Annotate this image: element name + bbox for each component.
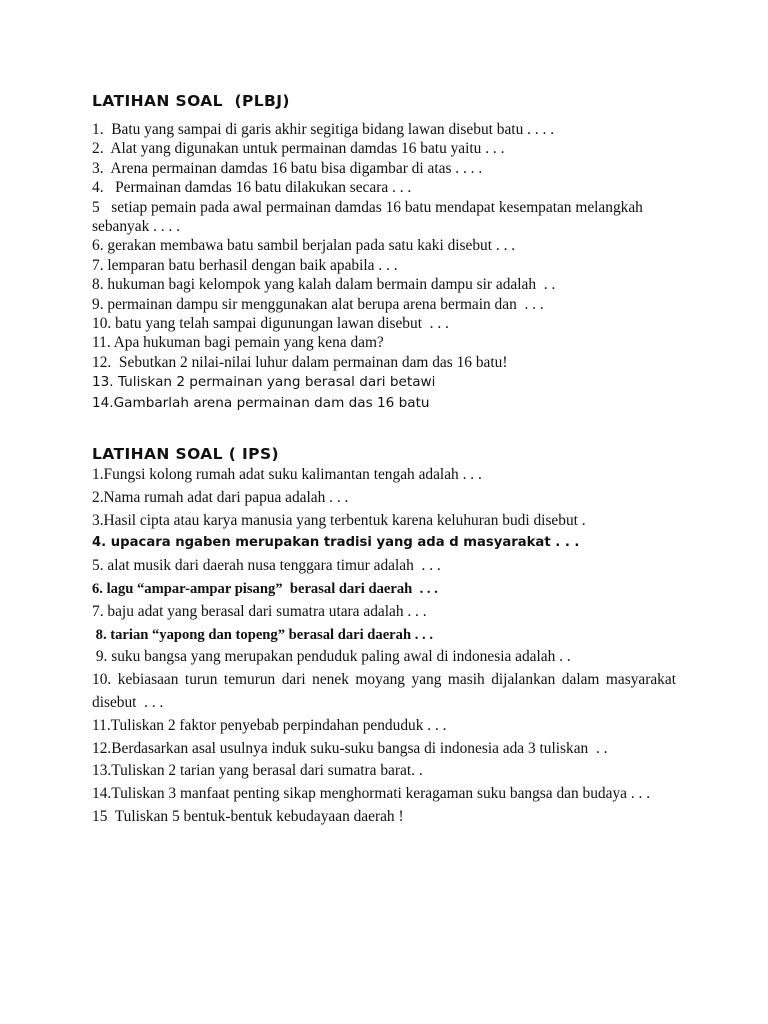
plbj-question-5: 5 setiap pemain pada awal permainan damdas 16 batu mendapat kesempatan melangkah sebanyak . . . .: [92, 198, 647, 236]
ips-question-10: 10. kebiasaan turun temurun dari nenek moyang yang masih dijalankan dalam masyarakat disebut . . .: [92, 671, 680, 711]
ips-heading: LATIHAN SOAL ( IPS): [92, 445, 279, 463]
plbj-question-1: 1. Batu yang sampai di garis akhir segitiga bidang lawan disebut batu . . . .: [92, 121, 555, 138]
plbj-question-list: [92, 120, 676, 413]
ips-question-2: 2.Nama rumah adat dari papua adalah . . .: [92, 488, 349, 506]
plbj-question-10: 10. batu yang telah sampai digunungan lawan disebut . . .: [92, 315, 449, 333]
plbj-question-2: 2. Alat yang digunakan untuk permainan damdas 16 batu yaitu . . .: [92, 140, 505, 158]
plbj-heading: LATIHAN SOAL (PLBJ): [92, 92, 290, 110]
plbj-question-4: 4. Permainan damdas 16 batu dilakukan secara . . .: [92, 179, 412, 197]
plbj-question-12: 12. Sebutkan 2 nilai-nilai luhur dalam permainan dam das 16 batu!: [92, 353, 508, 371]
ips-question-3: 3.Hasil cipta atau karya manusia yang terbentuk karena keluhuran budi disebut .: [92, 511, 586, 529]
ips-question-14: 14.Tuliskan 3 manfaat penting sikap menghormati keragaman suku bangsa dan budaya . . .: [92, 785, 651, 803]
ips-question-11: 11.Tuliskan 2 faktor penyebab perpindahan penduduk . . .: [92, 716, 447, 734]
plbj-question-14: 14.Gambarlah arena permainan dam das 16 batu: [92, 394, 430, 411]
plbj-section: [92, 90, 676, 413]
ips-question-12: 12.Berdasarkan asal usulnya induk suku-suku bangsa di indonesia ada 3 tuliskan . .: [92, 739, 608, 757]
ips-question-1: 1.Fungsi kolong rumah adat suku kalimantan tengah adalah . . .: [92, 466, 482, 483]
plbj-question-11: 11. Apa hukuman bagi pemain yang kena dam?: [92, 334, 384, 352]
ips-question-7: 7. baju adat yang berasal dari sumatra utara adalah . . .: [92, 602, 427, 620]
plbj-question-9: 9. permainan dampu sir menggunakan alat berupa arena bermain dan . . .: [92, 295, 544, 313]
plbj-question-7: 7. lemparan batu berhasil dengan baik apabila . . .: [92, 256, 398, 274]
plbj-question-8: 8. hukuman bagi kelompok yang kalah dalam bermain dampu sir adalah . .: [92, 276, 556, 294]
ips-section: [92, 444, 680, 829]
ips-question-5: 5. alat musik dari daerah nusa tenggara timur adalah . . .: [92, 557, 441, 575]
ips-question-8: 8. tarian “yapong dan topeng” berasal dari daerah . . .: [92, 626, 433, 643]
ips-question-6: 6. lagu “ampar-ampar pisang” berasal dari daerah . . .: [92, 580, 438, 597]
ips-question-13: 13.Tuliskan 2 tarian yang berasal dari sumatra barat. .: [92, 762, 423, 780]
ips-question-15: 15 Tuliskan 5 bentuk-bentuk kebudayaan daerah !: [92, 807, 404, 825]
plbj-question-6: 6. gerakan membawa batu sambil berjalan pada satu kaki disebut . . .: [92, 237, 516, 255]
plbj-question-13: 13. Tuliskan 2 permainan yang berasal dari betawi: [92, 374, 436, 391]
plbj-question-3: 3. Arena permainan damdas 16 batu bisa digambar di atas . . . .: [92, 159, 483, 177]
ips-question-4: 4. upacara ngaben merupakan tradisi yang ada d masyarakat . . .: [92, 535, 580, 551]
ips-question-9: 9. suku bangsa yang merupakan penduduk paling awal di indonesia adalah . .: [92, 648, 571, 666]
ips-question-list: [92, 464, 680, 829]
